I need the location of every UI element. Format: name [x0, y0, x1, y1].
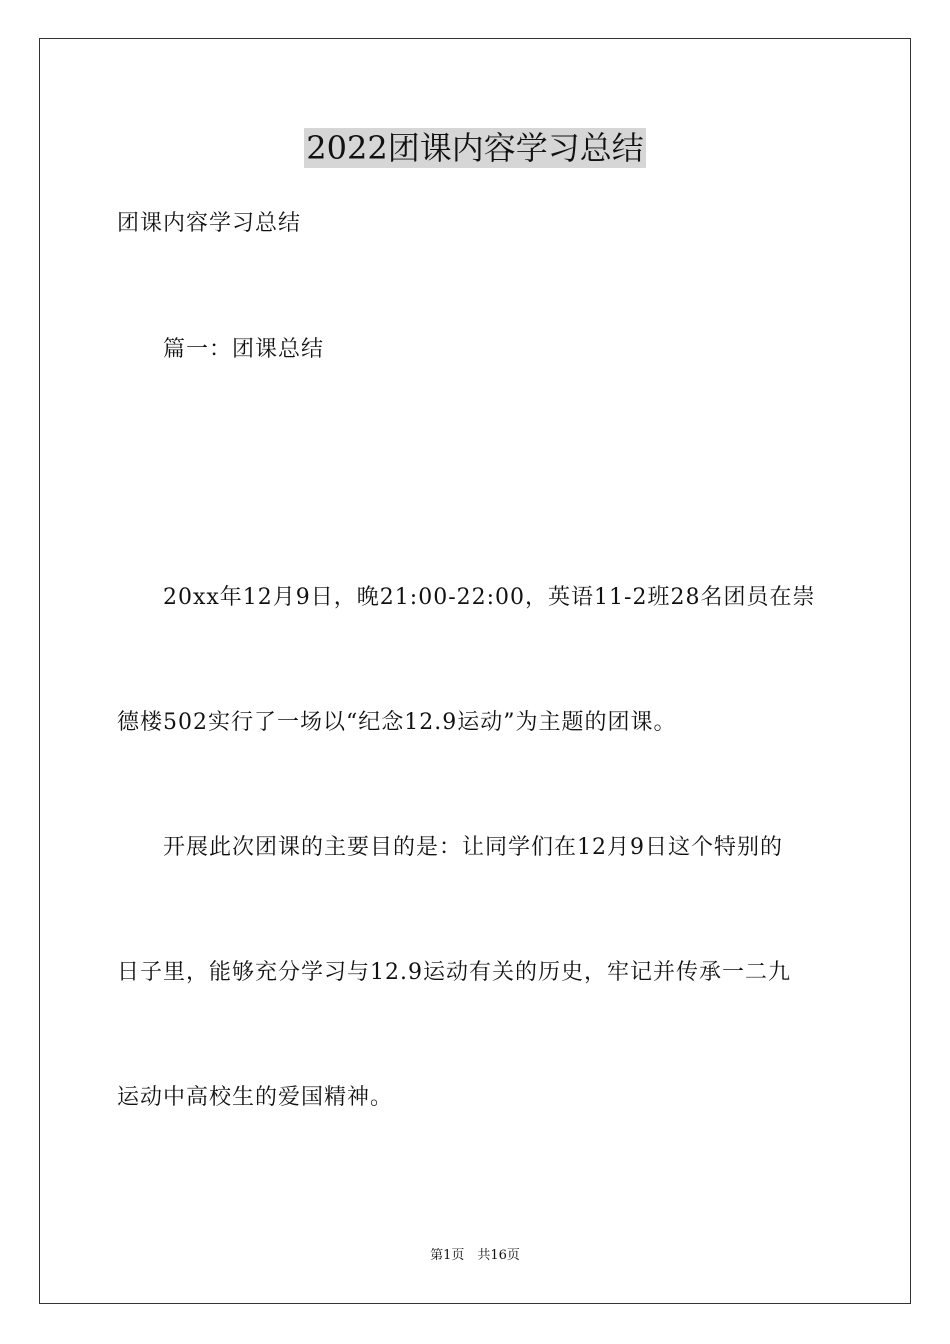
paragraph-line: 日子里，能够充分学习与12.9运动有关的历史，牢记并传承一二九: [117, 960, 791, 985]
paragraph-line: 20xx年12月9日，晚21:00-22:00，英语11-2班28名团员在崇: [163, 585, 816, 610]
paragraph-line: 德楼502实行了一场以“纪念12.9运动”为主题的团课。: [117, 710, 677, 735]
page-number-footer: 第1页 共16页: [430, 1248, 520, 1263]
section-heading: 篇一：团课总结: [163, 337, 325, 362]
paragraph-line: 开展此次团课的主要目的是：让同学们在12月9日这个特别的: [163, 835, 783, 860]
title-container: [0, 128, 950, 168]
subtitle: 团课内容学习总结: [117, 211, 302, 236]
document-title: 2022团课内容学习总结: [306, 129, 644, 167]
paragraph-line: 运动中高校生的爱国精神。: [117, 1085, 394, 1110]
